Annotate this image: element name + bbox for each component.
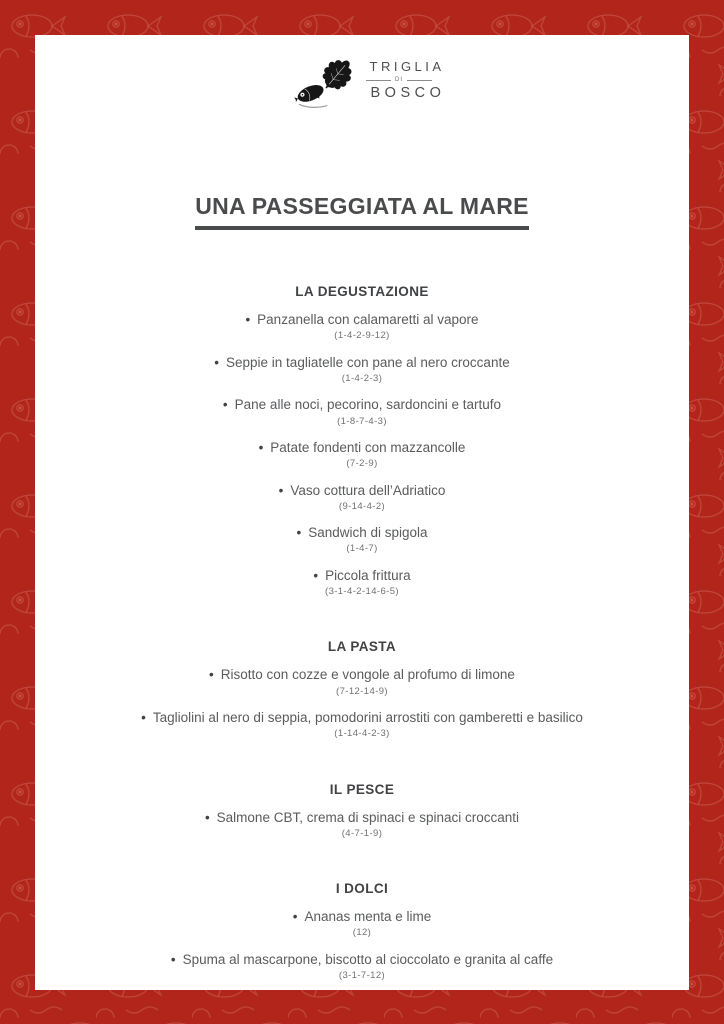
allergen-codes: (1-4-2-3) (341, 373, 383, 385)
dish-name: Patate fondenti con mazzancolle (270, 440, 466, 456)
bullet-icon: • (313, 567, 319, 583)
menu-item (55, 397, 669, 427)
menu-item (55, 952, 669, 982)
menu-item (55, 440, 669, 470)
section-heading: LA PASTA (327, 639, 397, 655)
brand-name-bottom: BOSCO (370, 85, 446, 102)
dish-name: Vaso cottura dell’Adriatico (290, 482, 446, 498)
allergen-codes: (7-12-14-9) (336, 685, 388, 697)
section-heading: LA DEGUSTAZIONE (295, 284, 429, 300)
allergen-codes: (1-4-7) (346, 543, 378, 555)
bullet-icon: • (278, 482, 284, 498)
menu-item (55, 355, 669, 385)
title-row (35, 110, 689, 230)
dish-name: Pane alle noci, pecorino, sardoncini e tartufo (234, 397, 502, 413)
bullet-icon: • (292, 909, 298, 925)
section-la-pasta (55, 639, 669, 739)
fish-oak-leaf-icon (292, 52, 354, 110)
brand-logo (35, 52, 689, 110)
dish-name: Seppie in tagliatelle con pane al nero croccante (226, 354, 510, 370)
dish-name: Tagliolini al nero di seppia, pomodorini arrostiti con gamberetti e basilico (152, 709, 583, 725)
brand-name-mid: DI (395, 77, 403, 84)
allergen-codes: (1-14-4-2-3) (334, 728, 390, 740)
dish-name: Sandwich di spigola (308, 525, 428, 541)
section-heading: I DOLCI (335, 881, 389, 897)
section-i-dolci (55, 881, 669, 981)
brand-wordmark (366, 58, 446, 102)
allergen-codes: (1-4-2-9-12) (334, 330, 390, 342)
menu-body (35, 284, 689, 981)
bullet-icon: • (258, 440, 264, 456)
dish-name: Piccola frittura (325, 567, 411, 583)
allergen-codes: (12) (352, 927, 372, 939)
bullet-icon: • (204, 809, 210, 825)
allergen-codes: (3-1-7-12) (338, 969, 386, 981)
menu-item (55, 909, 669, 939)
menu-sheet (35, 35, 689, 990)
menu-item (55, 312, 669, 342)
divider-line (366, 80, 391, 81)
brand-name-top: TRIGLIA (369, 58, 445, 74)
section-heading: IL PESCE (329, 781, 395, 797)
allergen-codes: (4-7-1-9) (341, 827, 383, 839)
bullet-icon: • (209, 667, 214, 683)
dish-name: Panzanella con calamaretti al vapore (257, 312, 479, 328)
bullet-icon: • (170, 951, 176, 967)
divider-line (407, 80, 432, 81)
allergen-codes: (7-2-9) (346, 458, 378, 470)
menu-item (55, 483, 669, 513)
dish-name: Ananas menta e lime (304, 909, 432, 925)
brand-name-divider (366, 77, 432, 83)
menu-item (55, 810, 669, 840)
bullet-icon: • (245, 312, 251, 328)
bullet-icon: • (222, 397, 228, 413)
dish-name: Risotto con cozze e vongole al profumo di limone (220, 667, 515, 683)
allergen-codes: (9-14-4-2) (338, 500, 386, 512)
bullet-icon: • (296, 525, 302, 541)
menu-item (55, 568, 669, 598)
allergen-codes: (1-8-7-4-3) (337, 415, 387, 427)
bullet-icon: • (214, 354, 220, 370)
section-la-degustazione (55, 284, 669, 597)
allergen-codes: (3-1-4-2-14-6-5) (325, 585, 399, 597)
menu-item (55, 710, 669, 740)
menu-item (55, 525, 669, 555)
section-il-pesce (55, 782, 669, 840)
dish-name: Spuma al mascarpone, biscotto al cioccolato e granita al caffe (182, 951, 554, 967)
dish-name: Salmone CBT, crema di spinaci e spinaci croccanti (216, 809, 520, 825)
bullet-icon: • (141, 709, 146, 725)
menu-title: UNA PASSEGGIATA AL MARE (195, 194, 529, 230)
menu-item (55, 667, 669, 697)
